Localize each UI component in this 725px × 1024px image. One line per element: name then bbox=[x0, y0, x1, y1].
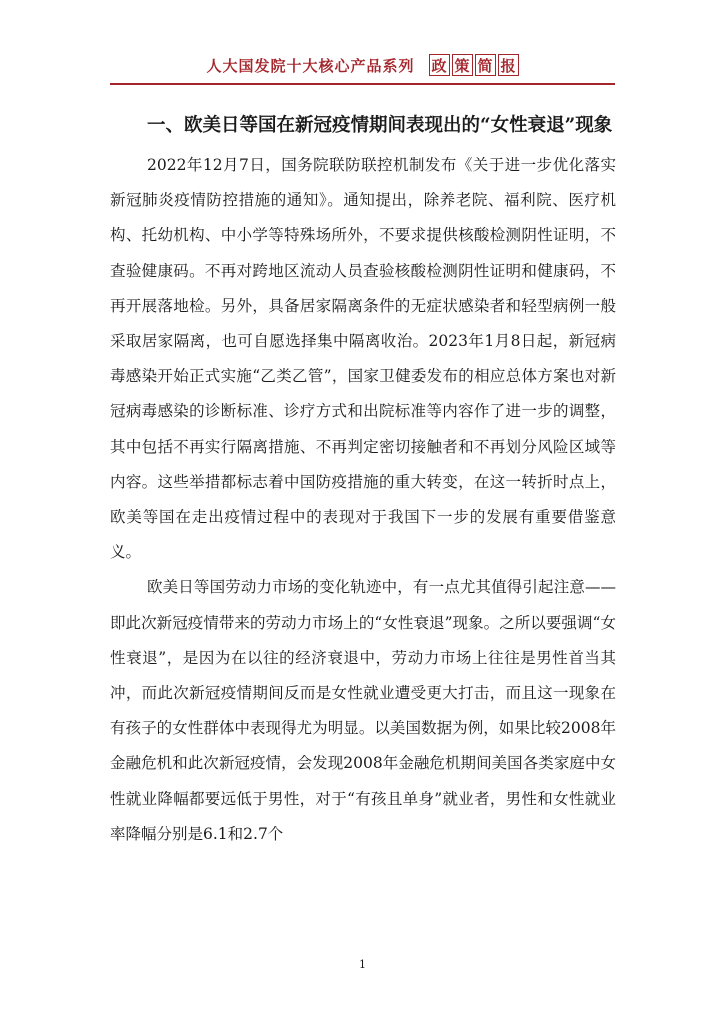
paragraph-2: 欧美日等国劳动力市场的变化轨迹中，有一点尤其值得引起注意——即此次新冠疫情带来的劳动力市场上的“女性衰退”现象。之所以要强调“女性衰退”，是因为在以往的经济衰退中，劳动力市场上往往是男性首当其冲，而此次新冠疫情期间反而是女性就业遭受更大打击，而且这一现象在有孩子的女性群体中表现得尤为明显。以美国数据为例，如果比较2008年金融危机和此次新冠疫情，会发现2008年金融危机期间美国各类家庭中女性就业降幅都要远低于男性，对于“有孩且单身”就业者，男性和女性就业率降幅分别是6.1和2.7个 bbox=[110, 578, 616, 843]
brand-char-4: 报 bbox=[498, 54, 519, 76]
brand-logo bbox=[429, 54, 519, 76]
section-heading: 一、欧美日等国在新冠疫情期间表现出的“女性衰退”现象 bbox=[147, 115, 613, 136]
header-divider bbox=[110, 83, 615, 85]
brand-char-2: 策 bbox=[452, 54, 473, 76]
paragraph-1: 2022年12月7日，国务院联防联控机制发布《关于进一步优化落实新冠肺炎疫情防控措施的通知》。通知提出，除养老院、福利院、医疗机构、托幼机构、中小学等特殊场所外，不要求提供核酸检测阴性证明，不查验健康码。不再对跨地区流动人员查验核酸检测阴性证明和健康码，不再开展落地检。另外，具备居家隔离条件的无症状感染者和轻型病例一般采取居家隔离，也可自愿选择集中隔离收治。2023年1月8日起，新冠病毒感染开始正式实施“乙类乙管”，国家卫健委发布的相应总体方案也对新冠病毒感染的诊断标准、诊疗方式和出院标准等内容作了进一步的调整，其中包括不再实行隔离措施、不再判定密切接触者和不再划分风险区域等内容。这些举措都标志着中国防疫措施的重大转变，在这一转折时点上，欧美等国在走出疫情过程中的表现对于我国下一步的发展有重要借鉴意义。 bbox=[110, 156, 616, 562]
report-header bbox=[0, 50, 725, 80]
document-body bbox=[110, 106, 616, 852]
brand-char-3: 简 bbox=[475, 54, 496, 76]
brand-char-1: 政 bbox=[429, 54, 450, 76]
page-number: 1 bbox=[359, 958, 366, 971]
series-title: 人大国发院十大核心产品系列 bbox=[206, 56, 415, 75]
